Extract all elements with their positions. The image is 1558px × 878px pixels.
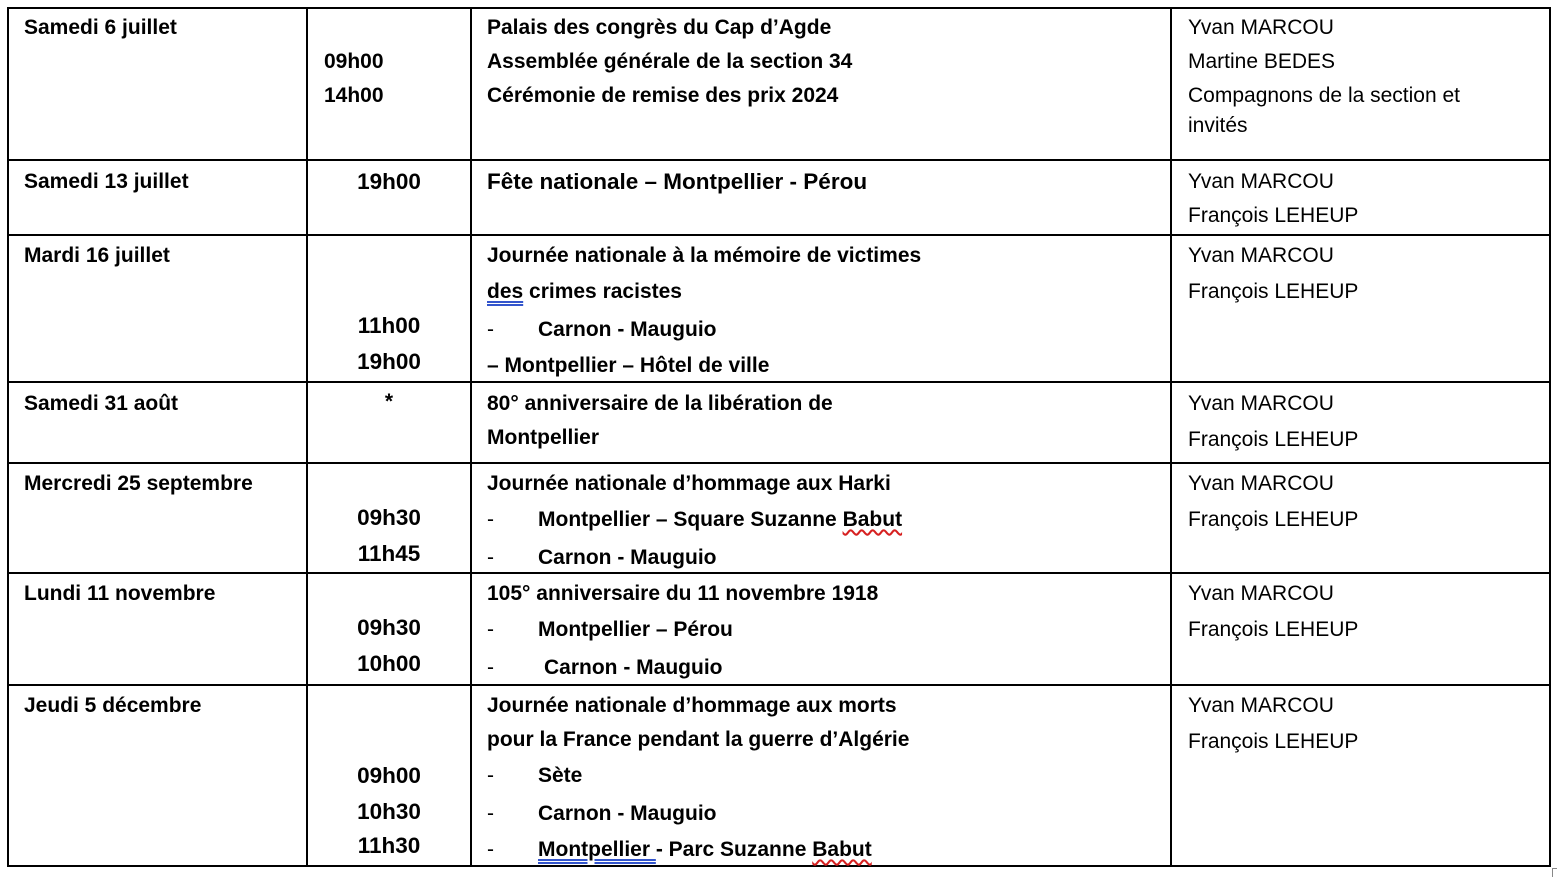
- event-item: Montpellier – Pérou: [538, 618, 733, 641]
- time-cell: 14h00: [324, 84, 384, 107]
- event-line: Assemblée générale de la section 34: [487, 50, 853, 73]
- column-divider: [1170, 7, 1172, 867]
- event-item: Carnon - Mauguio: [538, 546, 717, 569]
- event-line: 80° anniversaire de la libération de: [487, 392, 833, 415]
- date-cell: Mercredi 25 septembre: [24, 472, 253, 495]
- list-dash: -: [487, 546, 494, 569]
- list-dash: -: [487, 508, 494, 531]
- event-item: [538, 508, 902, 532]
- event-line: Palais des congrès du Cap d’Agde: [487, 16, 832, 39]
- time-cell: 10h00: [357, 651, 421, 676]
- date-cell: Lundi 11 novembre: [24, 582, 216, 605]
- table-border-top: [7, 7, 1551, 9]
- event-item-text: - Parc Suzanne: [655, 838, 813, 861]
- list-dash: -: [487, 764, 494, 787]
- row-divider: [7, 462, 1551, 464]
- person-name: Yvan MARCOU: [1188, 244, 1334, 267]
- person-name: François LEHEUP: [1188, 204, 1359, 227]
- person-name: Yvan MARCOU: [1188, 694, 1334, 717]
- person-name: Yvan MARCOU: [1188, 170, 1334, 193]
- table-border-left: [7, 7, 9, 867]
- date-cell: Samedi 13 juillet: [24, 170, 189, 193]
- event-title: Journée nationale à la mémoire de victimes: [487, 244, 922, 267]
- row-divider: [7, 381, 1551, 383]
- event-item-text: Montpellier – Square Suzanne: [538, 508, 843, 531]
- list-dash: -: [487, 802, 494, 825]
- person-name: Yvan MARCOU: [1188, 392, 1334, 415]
- event-line: Fête nationale – Montpellier - Pérou: [487, 169, 868, 194]
- event-item: – Montpellier – Hôtel de ville: [487, 354, 770, 377]
- time-cell: 11h00: [357, 313, 421, 338]
- list-dash: -: [487, 618, 494, 641]
- event-title: 105° anniversaire du 11 novembre 1918: [487, 582, 879, 605]
- event-title: pour la France pendant la guerre d’Algérie: [487, 728, 910, 751]
- date-cell: Samedi 31 août: [24, 392, 179, 415]
- column-divider: [306, 7, 308, 867]
- row-divider: [7, 234, 1551, 236]
- spellcheck-underline: des: [487, 280, 524, 303]
- time-cell: 19h00: [357, 169, 421, 194]
- person-name: Yvan MARCOU: [1188, 582, 1334, 605]
- event-title: [487, 280, 682, 304]
- list-dash: -: [487, 656, 494, 679]
- person-name: Yvan MARCOU: [1188, 16, 1334, 39]
- list-dash: -: [487, 838, 494, 861]
- column-divider: [470, 7, 472, 867]
- event-item: Carnon - Mauguio: [544, 656, 723, 679]
- time-cell: *: [384, 390, 394, 413]
- person-name: François LEHEUP: [1188, 730, 1359, 753]
- event-line: Montpellier: [487, 426, 600, 449]
- event-title-rest: crimes racistes: [523, 280, 682, 303]
- person-name: François LEHEUP: [1188, 508, 1359, 531]
- person-name: Yvan MARCOU: [1188, 472, 1334, 495]
- date-cell: Samedi 6 juillet: [24, 16, 177, 39]
- event-item: [538, 838, 872, 862]
- person-name: François LEHEUP: [1188, 618, 1359, 641]
- event-item: Sète: [538, 764, 583, 787]
- time-cell: 11h45: [357, 541, 421, 566]
- row-divider: [7, 572, 1551, 574]
- event-line: Cérémonie de remise des prix 2024: [487, 84, 839, 107]
- time-cell: 11h30: [357, 833, 421, 858]
- text-boundary-mark: [1552, 868, 1557, 877]
- spellcheck-underline: Montpellier: [538, 838, 656, 861]
- spellcheck-underline: Babut: [842, 508, 903, 531]
- row-divider: [7, 684, 1551, 686]
- person-name: invités: [1188, 114, 1248, 137]
- event-item: Carnon - Mauguio: [538, 318, 717, 341]
- person-name: Martine BEDES: [1188, 50, 1336, 73]
- person-name: François LEHEUP: [1188, 428, 1359, 451]
- time-cell: 09h00: [324, 50, 384, 73]
- time-cell: 19h00: [357, 349, 421, 374]
- list-dash: -: [487, 318, 494, 341]
- person-name: Compagnons de la section et: [1188, 84, 1461, 107]
- event-title: Journée nationale d’hommage aux morts: [487, 694, 897, 717]
- person-name: François LEHEUP: [1188, 280, 1359, 303]
- time-cell: 10h30: [357, 799, 421, 824]
- date-cell: Jeudi 5 décembre: [24, 694, 202, 717]
- table-border-bottom: [7, 865, 1551, 867]
- time-cell: 09h30: [357, 505, 421, 530]
- event-title: Journée nationale d’hommage aux Harki: [487, 472, 891, 495]
- time-cell: 09h30: [357, 615, 421, 640]
- row-divider: [7, 159, 1551, 161]
- event-item: Carnon - Mauguio: [538, 802, 717, 825]
- table-border-right: [1549, 7, 1551, 867]
- date-cell: Mardi 16 juillet: [24, 244, 170, 267]
- spellcheck-underline: Babut: [812, 838, 872, 861]
- time-cell: 09h00: [357, 763, 421, 788]
